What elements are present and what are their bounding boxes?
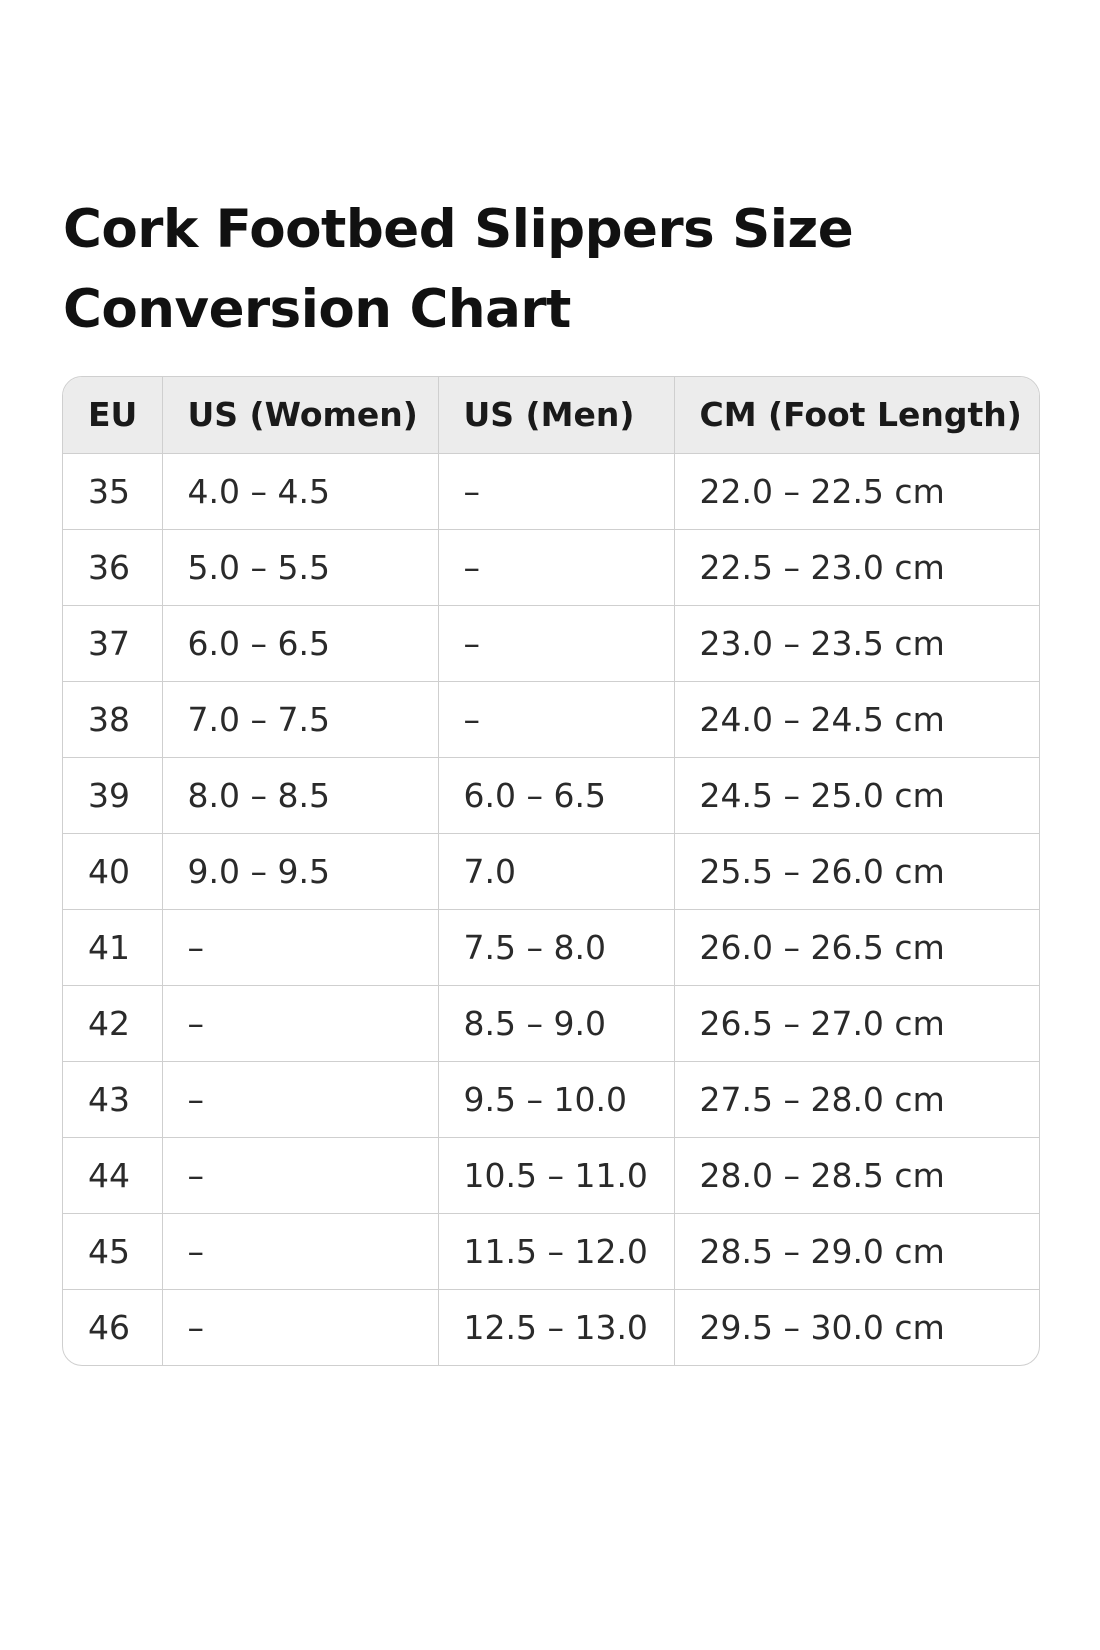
cell-cm-foot-length: 24.0 – 24.5 cm <box>674 681 1039 757</box>
table-row <box>63 909 1039 985</box>
cell-us-men: 7.0 <box>438 833 674 909</box>
cell-eu: 45 <box>63 1213 162 1289</box>
cell-us-women: – <box>162 985 438 1061</box>
table-row <box>63 1061 1039 1137</box>
cell-eu: 39 <box>63 757 162 833</box>
cell-eu: 41 <box>63 909 162 985</box>
cell-us-men: – <box>438 529 674 605</box>
cell-eu: 37 <box>63 605 162 681</box>
cell-us-women: – <box>162 1289 438 1365</box>
cell-us-men: – <box>438 681 674 757</box>
table-row <box>63 1289 1039 1365</box>
header-us-men: US (Men) <box>438 377 674 453</box>
cell-us-women: 6.0 – 6.5 <box>162 605 438 681</box>
cell-us-men: 8.5 – 9.0 <box>438 985 674 1061</box>
cell-us-men: – <box>438 453 674 529</box>
cell-eu: 36 <box>63 529 162 605</box>
cell-cm-foot-length: 26.0 – 26.5 cm <box>674 909 1039 985</box>
cell-us-men: 11.5 – 12.0 <box>438 1213 674 1289</box>
table-row <box>63 529 1039 605</box>
size-conversion-table <box>63 377 1039 1365</box>
cell-eu: 40 <box>63 833 162 909</box>
size-conversion-table-container <box>62 376 1040 1366</box>
cell-us-women: – <box>162 1213 438 1289</box>
cell-eu: 43 <box>63 1061 162 1137</box>
cell-eu: 38 <box>63 681 162 757</box>
table-row <box>63 453 1039 529</box>
table-row <box>63 1213 1039 1289</box>
cell-eu: 42 <box>63 985 162 1061</box>
cell-cm-foot-length: 28.5 – 29.0 cm <box>674 1213 1039 1289</box>
cell-cm-foot-length: 22.5 – 23.0 cm <box>674 529 1039 605</box>
cell-us-men: 9.5 – 10.0 <box>438 1061 674 1137</box>
cell-us-women: – <box>162 1137 438 1213</box>
cell-cm-foot-length: 25.5 – 26.0 cm <box>674 833 1039 909</box>
table-header-row <box>63 377 1039 453</box>
page-title: Cork Footbed Slippers Size Conversion Chart <box>63 199 854 340</box>
cell-cm-foot-length: 24.5 – 25.0 cm <box>674 757 1039 833</box>
cell-us-men: 7.5 – 8.0 <box>438 909 674 985</box>
cell-eu: 44 <box>63 1137 162 1213</box>
header-cm-foot-length: CM (Foot Length) <box>674 377 1039 453</box>
cell-us-women: – <box>162 1061 438 1137</box>
cell-us-men: 12.5 – 13.0 <box>438 1289 674 1365</box>
table-row <box>63 605 1039 681</box>
table-row <box>63 1137 1039 1213</box>
table-row <box>63 681 1039 757</box>
cell-us-men: 6.0 – 6.5 <box>438 757 674 833</box>
header-eu: EU <box>63 377 162 453</box>
cell-cm-foot-length: 22.0 – 22.5 cm <box>674 453 1039 529</box>
table-row <box>63 833 1039 909</box>
cell-eu: 35 <box>63 453 162 529</box>
table-body <box>63 453 1039 1365</box>
cell-eu: 46 <box>63 1289 162 1365</box>
cell-us-women: – <box>162 909 438 985</box>
table-row <box>63 985 1039 1061</box>
cell-us-men: – <box>438 605 674 681</box>
cell-us-women: 9.0 – 9.5 <box>162 833 438 909</box>
cell-us-men: 10.5 – 11.0 <box>438 1137 674 1213</box>
cell-us-women: 8.0 – 8.5 <box>162 757 438 833</box>
table-row <box>63 757 1039 833</box>
cell-cm-foot-length: 28.0 – 28.5 cm <box>674 1137 1039 1213</box>
cell-us-women: 7.0 – 7.5 <box>162 681 438 757</box>
header-us-women: US (Women) <box>162 377 438 453</box>
cell-cm-foot-length: 23.0 – 23.5 cm <box>674 605 1039 681</box>
cell-cm-foot-length: 29.5 – 30.0 cm <box>699 1307 945 1347</box>
cell-us-women: 4.0 – 4.5 <box>162 453 438 529</box>
cell-us-women: 5.0 – 5.5 <box>162 529 438 605</box>
cell-cm-foot-length: 26.5 – 27.0 cm <box>674 985 1039 1061</box>
cell-cm-foot-length: 27.5 – 28.0 cm <box>674 1061 1039 1137</box>
table-header <box>63 377 1039 453</box>
